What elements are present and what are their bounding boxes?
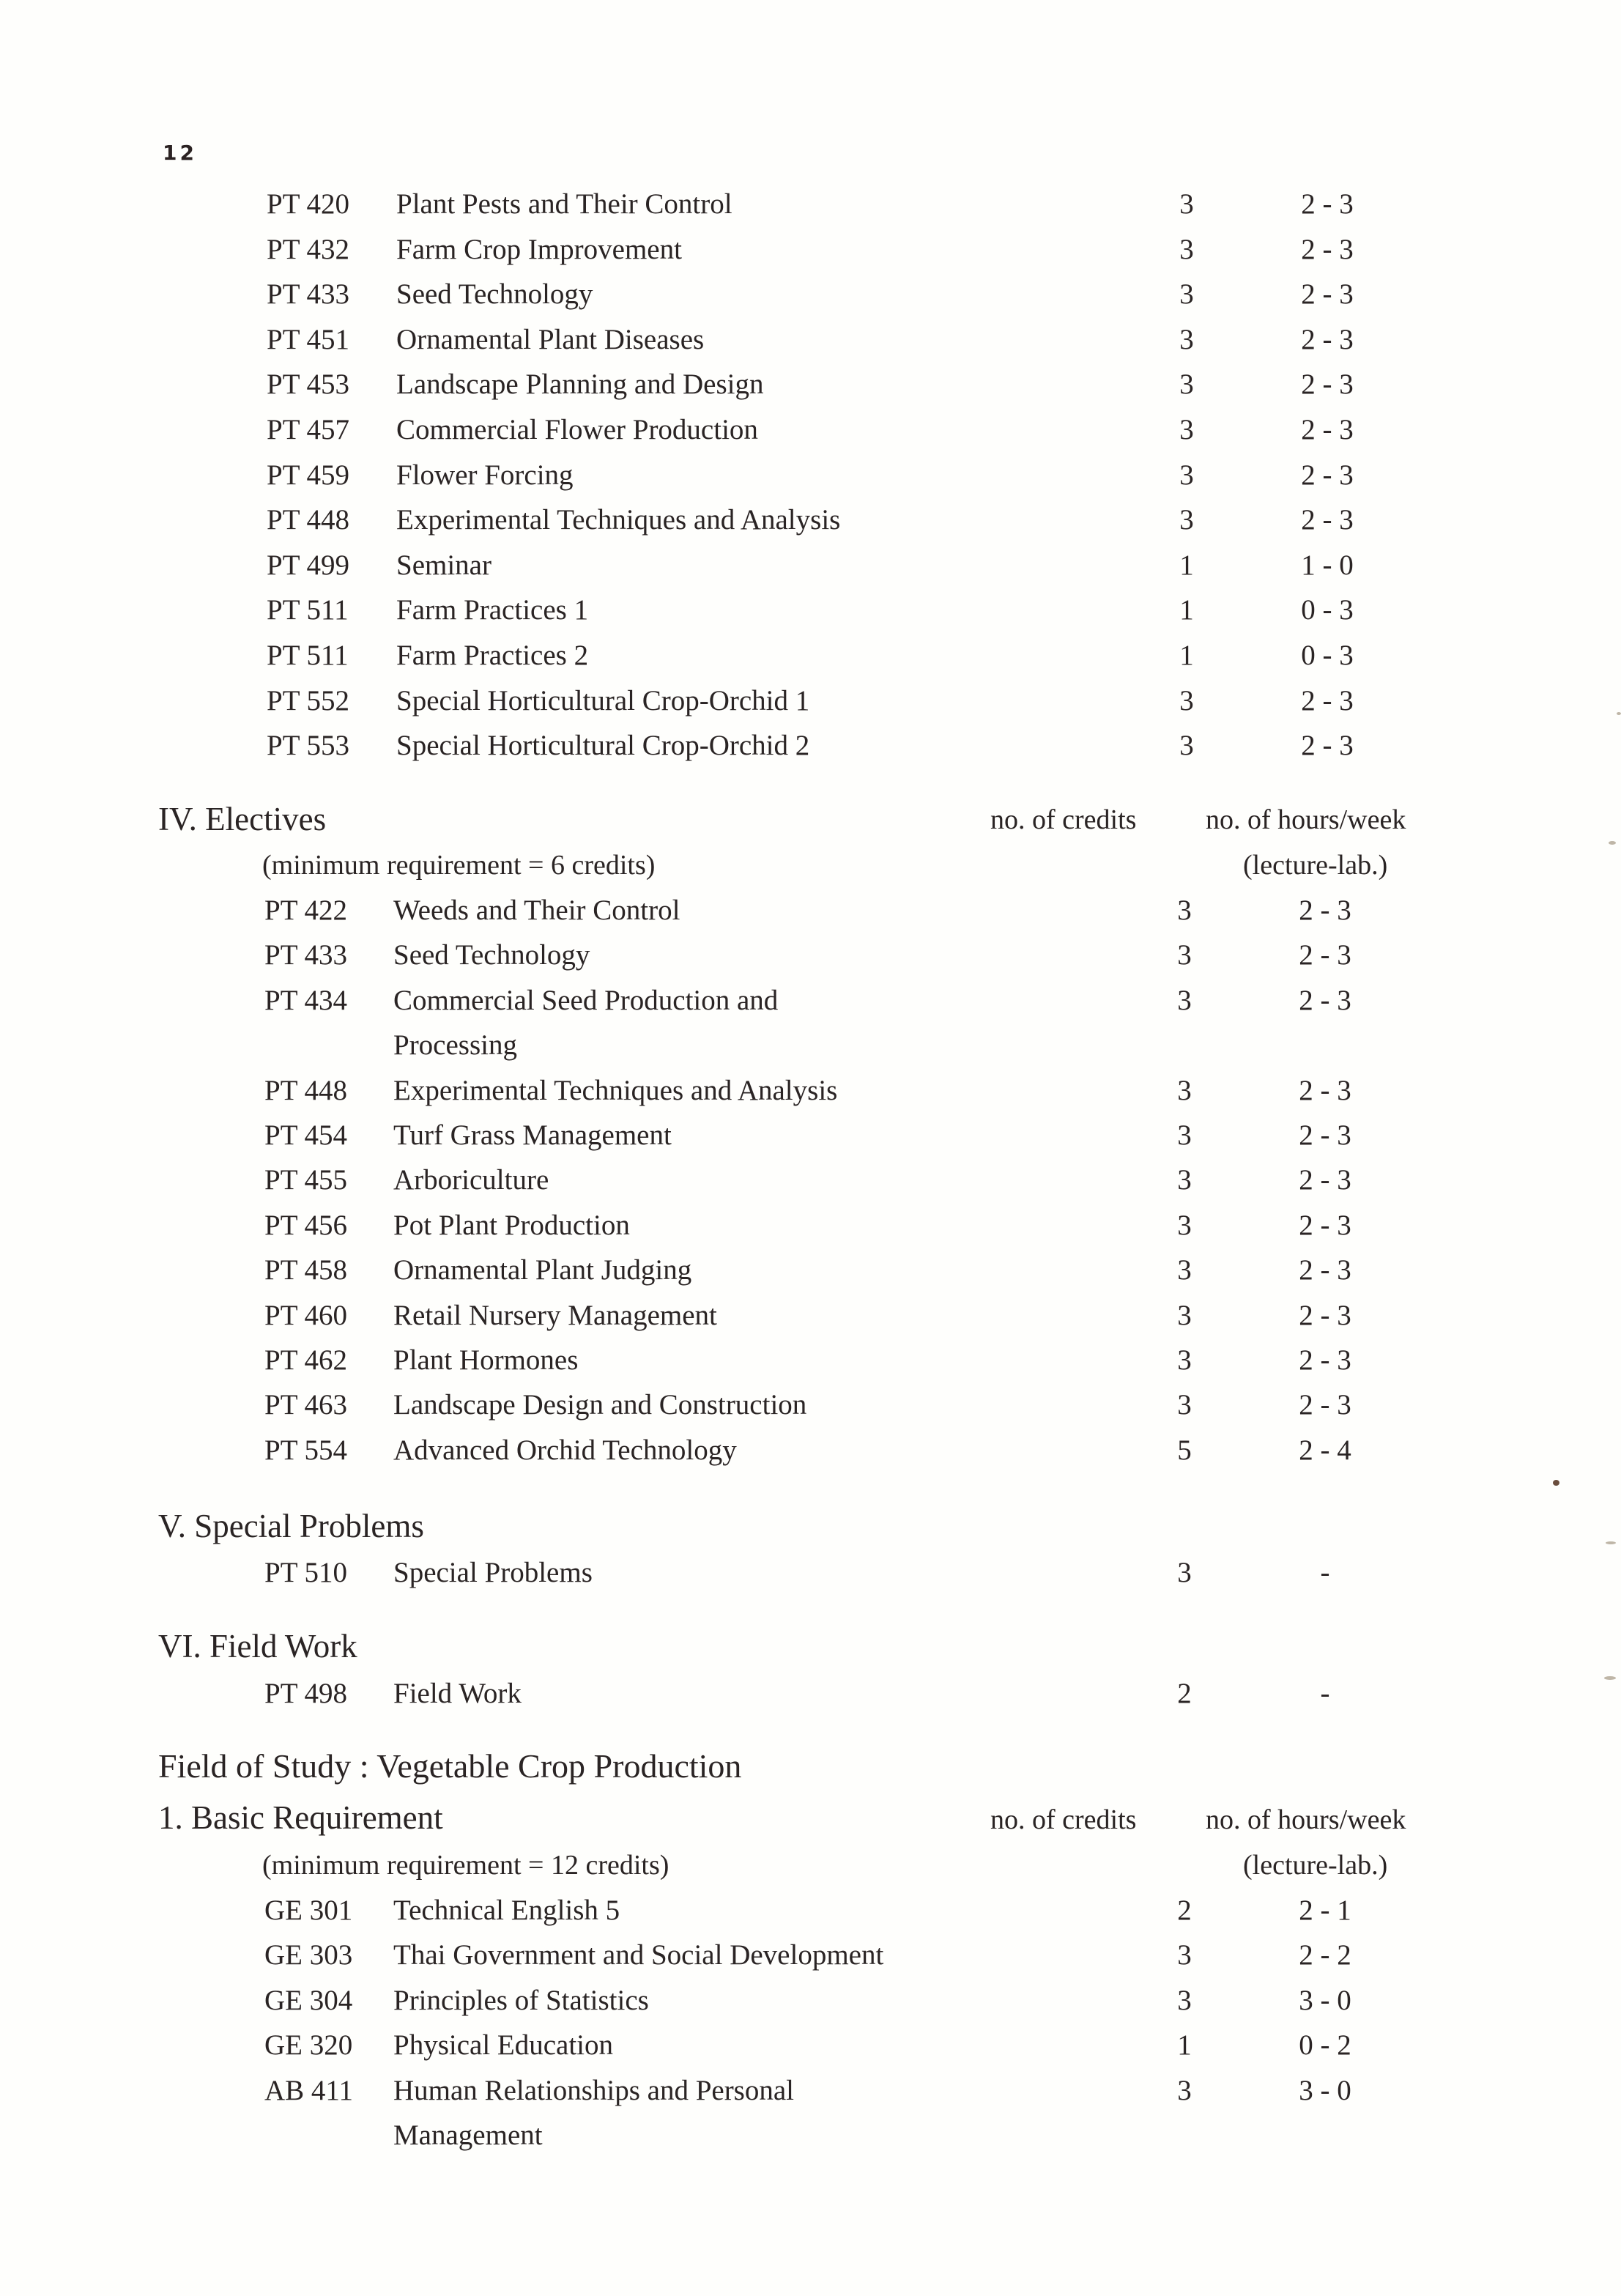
course-title: Special Problems: [393, 1557, 593, 1588]
course-title: Special Horticultural Crop-Orchid 2: [396, 730, 810, 762]
course-code: PT 499: [267, 549, 350, 581]
course-row: [0, 232, 1621, 268]
course-title: Special Horticultural Crop-Orchid 1: [396, 684, 810, 716]
course-code: PT 432: [267, 233, 350, 265]
course-credits: 3: [1177, 1939, 1192, 1971]
course-credits: 3: [1177, 939, 1192, 971]
course-credits: 3: [1177, 1344, 1192, 1376]
course-credits: 3: [1177, 1209, 1192, 1241]
page-number: 12: [163, 141, 197, 165]
course-code: PT 448: [267, 504, 350, 536]
course-credits: 3: [1177, 1389, 1192, 1421]
course-row: [0, 1297, 1621, 1334]
course-code: PT 510: [264, 1557, 348, 1588]
course-hours: 1 - 0: [1301, 549, 1354, 581]
course-row: [0, 637, 1621, 674]
course-title: Technical English 5: [393, 1895, 620, 1926]
course-row: [0, 412, 1621, 448]
course-title: Commercial Flower Production: [396, 414, 758, 445]
course-credits: 3: [1179, 233, 1194, 265]
course-code: PT 454: [264, 1119, 348, 1151]
column-header-credits: no. of credits: [990, 1804, 1137, 1835]
course-title: Physical Education: [393, 2029, 614, 2062]
course-title: Human Relationships and Personal: [393, 2074, 795, 2106]
column-header-hours: no. of hours/week: [1206, 804, 1406, 835]
course-title: Weeds and Their Control: [393, 895, 680, 926]
column-header-credits: no. of credits: [990, 804, 1137, 835]
course-title: Experimental Techniques and Analysis: [393, 1074, 838, 1106]
course-credits: 1: [1179, 594, 1194, 626]
course-code: GE 301: [264, 1895, 353, 1926]
course-hours: 2 - 3: [1301, 459, 1354, 491]
course-credits: 3: [1179, 459, 1194, 491]
scan-speck: [1606, 1541, 1616, 1544]
course-code: GE 304: [264, 1984, 353, 2016]
course-row: [0, 1982, 1621, 2019]
course-row: [0, 1555, 1621, 1591]
course-hours: 2 - 3: [1299, 1254, 1351, 1286]
course-code: PT 455: [264, 1164, 348, 1196]
course-title: Experimental Techniques and Analysis: [396, 504, 841, 536]
course-credits: 3: [1179, 684, 1194, 716]
course-row: [0, 1252, 1621, 1289]
course-title: Turf Grass Management: [393, 1119, 672, 1151]
course-credits: 3: [1177, 2074, 1192, 2106]
course-code: PT 462: [264, 1344, 348, 1376]
course-title: Flower Forcing: [396, 459, 574, 491]
course-title-cont: Management: [393, 2119, 543, 2151]
course-code: AB 411: [264, 2074, 353, 2106]
course-code: PT 453: [267, 369, 350, 401]
course-hours: 2 - 3: [1301, 323, 1354, 355]
course-code: PT 511: [267, 640, 349, 671]
course-credits: 3: [1177, 1119, 1192, 1151]
course-hours: 2 - 3: [1299, 1074, 1351, 1106]
course-code: PT 448: [264, 1074, 348, 1106]
course-hours: 2 - 3: [1301, 730, 1354, 762]
course-title: Seed Technology: [396, 278, 593, 311]
course-title: Principles of Statistics: [393, 1984, 649, 2016]
course-title-continuation: [0, 1027, 1621, 1064]
scan-speck: [1553, 1480, 1559, 1486]
course-hours: 2 - 4: [1299, 1434, 1351, 1466]
course-row: [0, 1387, 1621, 1423]
course-hours: 2 - 3: [1301, 684, 1354, 716]
course-code: GE 303: [264, 1939, 353, 1971]
course-row: [0, 892, 1621, 929]
course-row: [0, 683, 1621, 719]
course-hours: 3 - 0: [1299, 1984, 1351, 2016]
course-row: [0, 1432, 1621, 1469]
course-title: Ornamental Plant Diseases: [396, 323, 705, 355]
course-title: Plant Hormones: [393, 1344, 579, 1376]
course-credits: 3: [1177, 1164, 1192, 1196]
course-code: PT 553: [267, 730, 350, 762]
course-code: PT 456: [264, 1209, 348, 1241]
course-code: PT 463: [264, 1389, 348, 1421]
course-hours: -: [1320, 1678, 1330, 1709]
course-title: Retail Nursery Management: [393, 1299, 717, 1331]
course-title: Landscape Planning and Design: [396, 369, 764, 401]
course-hours: 2 - 3: [1301, 414, 1354, 445]
course-code: PT 552: [267, 684, 350, 716]
course-credits: 3: [1179, 730, 1194, 762]
course-hours: 2 - 3: [1299, 1119, 1351, 1151]
section-heading-electives: IV. Electives: [158, 801, 327, 837]
scan-speck: [1617, 712, 1621, 715]
course-title: Commercial Seed Production and: [393, 984, 779, 1016]
course-title: Landscape Design and Construction: [393, 1389, 807, 1421]
course-credits: 1: [1177, 2029, 1192, 2062]
course-row: [0, 276, 1621, 313]
course-row: [0, 727, 1621, 764]
column-header-hours-sub: (lecture-lab.): [1243, 1850, 1388, 1881]
course-hours: 2 - 3: [1299, 1389, 1351, 1421]
course-hours: 2 - 3: [1299, 1299, 1351, 1331]
course-row: [0, 1207, 1621, 1244]
course-code: PT 420: [267, 188, 350, 220]
course-row: [0, 457, 1621, 494]
course-code: PT 511: [267, 594, 349, 626]
course-title: Thai Government and Social Development: [393, 1939, 884, 1971]
scan-speck: [1604, 1676, 1616, 1680]
course-row: [0, 547, 1621, 584]
course-hours: 2 - 2: [1299, 1939, 1351, 1971]
course-title: Farm Practices 2: [396, 640, 589, 671]
course-hours: 2 - 3: [1301, 188, 1354, 220]
course-credits: 1: [1179, 640, 1194, 671]
course-row: [0, 322, 1621, 358]
course-code: PT 498: [264, 1678, 348, 1709]
course-row: [0, 2027, 1621, 2064]
course-row: [0, 937, 1621, 974]
course-credits: 3: [1179, 504, 1194, 536]
course-credits: 3: [1179, 278, 1194, 311]
course-credits: 3: [1177, 1074, 1192, 1106]
course-row: [0, 1117, 1621, 1154]
course-title: Advanced Orchid Technology: [393, 1434, 737, 1466]
section-heading-basic-requirement: 1. Basic Requirement: [158, 1799, 443, 1836]
course-hours: 2 - 3: [1301, 369, 1354, 401]
course-hours: 2 - 1: [1299, 1895, 1351, 1926]
course-code: PT 460: [264, 1299, 348, 1331]
course-row: [0, 1162, 1621, 1199]
field-of-study-heading: Field of Study : Vegetable Crop Production: [158, 1747, 742, 1785]
course-row: [0, 1892, 1621, 1929]
course-credits: 2: [1177, 1678, 1192, 1709]
course-hours: 2 - 3: [1299, 1164, 1351, 1196]
course-credits: 3: [1179, 188, 1194, 220]
course-hours: 2 - 3: [1299, 1209, 1351, 1241]
course-hours: 0 - 3: [1301, 640, 1354, 671]
basic-requirement-minimum-note: (minimum requirement = 12 credits): [262, 1850, 669, 1881]
course-hours: 2 - 3: [1301, 233, 1354, 265]
course-credits: 3: [1177, 1557, 1192, 1588]
course-credits: 1: [1179, 549, 1194, 581]
scan-speck: [1609, 841, 1616, 845]
section-heading-special-problems: V. Special Problems: [158, 1508, 424, 1544]
course-hours: 2 - 3: [1301, 278, 1354, 311]
course-row: [0, 1073, 1621, 1109]
course-credits: 5: [1177, 1434, 1192, 1466]
course-code: PT 433: [267, 278, 350, 311]
course-title: Farm Crop Improvement: [396, 233, 682, 265]
course-row: [0, 2073, 1621, 2109]
course-title: Ornamental Plant Judging: [393, 1254, 692, 1286]
course-credits: 3: [1177, 984, 1192, 1016]
course-code: GE 320: [264, 2029, 353, 2062]
course-code: PT 433: [264, 939, 348, 971]
course-code: PT 434: [264, 984, 348, 1016]
course-title: Plant Pests and Their Control: [396, 188, 732, 220]
course-title: Seed Technology: [393, 939, 590, 971]
course-title: Seminar: [396, 549, 492, 581]
course-credits: 3: [1179, 323, 1194, 355]
course-row: [0, 592, 1621, 629]
course-code: PT 451: [267, 323, 350, 355]
course-code: PT 459: [267, 459, 350, 491]
course-row: [0, 186, 1621, 223]
course-row: [0, 1675, 1621, 1712]
course-row: [0, 366, 1621, 403]
course-hours: 2 - 3: [1299, 939, 1351, 971]
course-hours: 2 - 3: [1301, 504, 1354, 536]
course-row: [0, 1937, 1621, 1974]
course-hours: 0 - 3: [1301, 594, 1354, 626]
course-hours: 2 - 3: [1299, 984, 1351, 1016]
course-code: PT 457: [267, 414, 350, 445]
course-credits: 3: [1177, 1254, 1192, 1286]
column-header-hours: no. of hours/week: [1206, 1804, 1406, 1835]
course-title: Farm Practices 1: [396, 594, 589, 626]
course-row: [0, 502, 1621, 538]
course-credits: 3: [1177, 1299, 1192, 1331]
course-credits: 3: [1177, 895, 1192, 926]
course-code: PT 554: [264, 1434, 348, 1466]
section-heading-field-work: VI. Field Work: [158, 1628, 357, 1664]
course-hours: 2 - 3: [1299, 1344, 1351, 1376]
course-title: Arboriculture: [393, 1164, 549, 1196]
course-hours: 0 - 2: [1299, 2029, 1351, 2062]
course-hours: -: [1320, 1557, 1330, 1588]
course-title: Field Work: [393, 1678, 522, 1709]
course-credits: 3: [1177, 1984, 1192, 2016]
column-header-hours-sub: (lecture-lab.): [1243, 850, 1388, 881]
course-credits: 3: [1179, 369, 1194, 401]
course-row: [0, 982, 1621, 1019]
course-hours: 2 - 3: [1299, 895, 1351, 926]
electives-minimum-note: (minimum requirement = 6 credits): [262, 850, 656, 881]
course-row: [0, 1342, 1621, 1379]
course-title-continuation: [0, 2117, 1621, 2154]
course-credits: 2: [1177, 1895, 1192, 1926]
course-title-cont: Processing: [393, 1029, 517, 1062]
course-code: PT 422: [264, 895, 348, 926]
course-hours: 3 - 0: [1299, 2074, 1351, 2106]
course-credits: 3: [1179, 414, 1194, 445]
course-title: Pot Plant Production: [393, 1209, 630, 1241]
course-code: PT 458: [264, 1254, 348, 1286]
